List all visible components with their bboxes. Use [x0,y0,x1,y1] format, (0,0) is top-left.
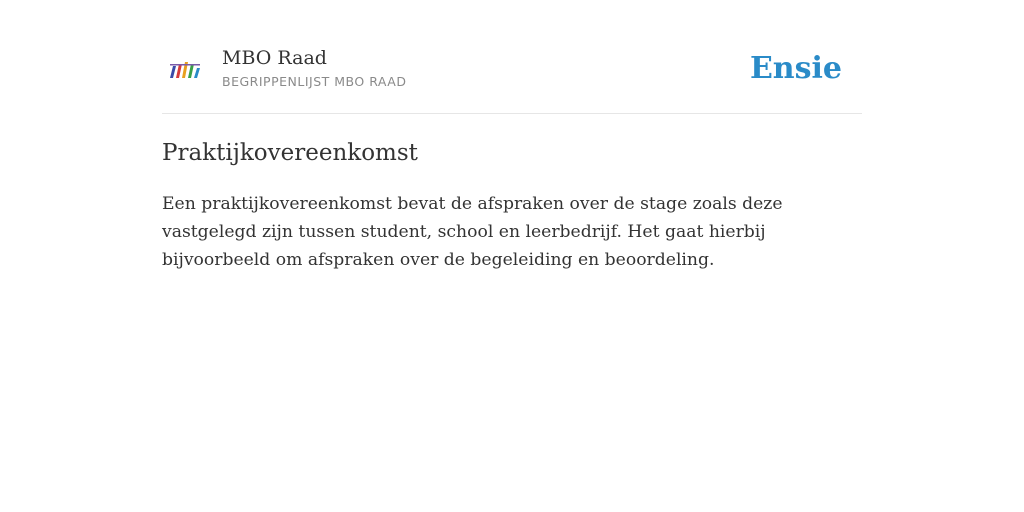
mbo-raad-logo-icon[interactable] [168,58,202,82]
term-definition: Een praktijkovereenkomst bevat de afspraken over de stage zoals deze vastgelegd zijn tussen student, school en leerbedrijf. Het gaat hierbij bijvoorbeeld om afspraken over de begeleiding en beoordeling. [162,194,783,270]
header [162,0,862,114]
ensie-brand-link[interactable]: Ensie [749,51,842,86]
organization-name[interactable]: MBO Raad [222,47,327,69]
glossary-subtitle[interactable]: BEGRIPPENLIJST MBO RAAD [222,74,407,89]
term-title: Praktijkovereenkomst [162,140,418,166]
page-container [162,0,862,270]
